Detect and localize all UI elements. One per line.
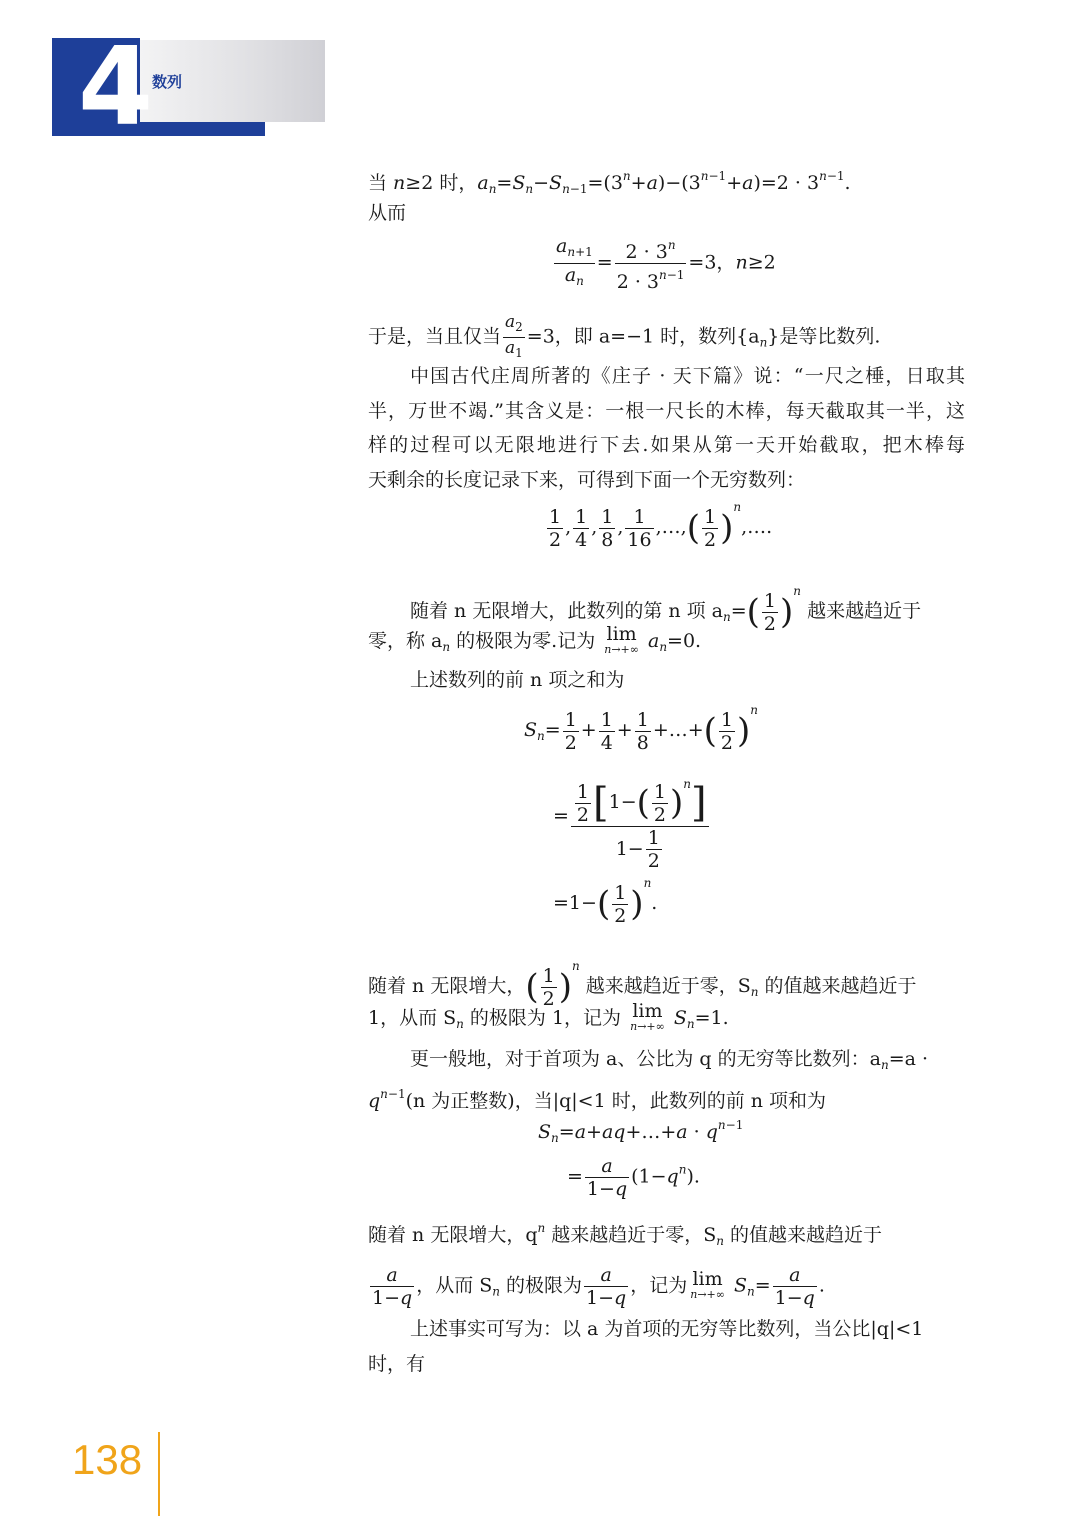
chapter-number: 4 — [78, 25, 154, 150]
sum-formula-line2: = $\frac{1}{2}$ [1−( $\frac{1}{2}$ )$^n$] 1− $\frac{1}{2}$ — [553, 762, 711, 872]
sum-formula-line1: $S_n=$ $\frac{1}{2}$ + $\frac{1}{4}$ + $\frac{1}{8}$ +…+( $\frac{1}{2}$ )$^n$ — [524, 703, 759, 754]
formula-an-line: 当 n≥2 时，$a_n=S_n-S_{n-1}=(3^n+a)-(3^{n-1}+a)=2 \cdot 3^{n-1}$. — [368, 169, 851, 196]
paragraph-text: 半，万世不竭.”其含义是：一根一尺长的木棒，每天截取其一半，这 — [368, 400, 965, 422]
text-when: 当 — [368, 172, 394, 194]
paragraph-text: 零，称 $a_n$ 的极限为零.记为 lim n→+∞ $a_n=0$. — [368, 623, 702, 656]
paragraph-text: 时，有 — [368, 1353, 426, 1375]
paragraph-text: 样的过程可以无限地进行下去.如果从第一天开始截取，把木棒每 — [368, 434, 965, 456]
chapter-title: 数列 — [152, 73, 183, 91]
chapter-header-bar — [140, 122, 265, 136]
page-number-divider — [158, 1432, 160, 1516]
paragraph-text: 上述事实可写为：以 a 为首项的无穷等比数列，当公比|q|<1 — [410, 1318, 924, 1340]
paragraph-text: $q^{n-1}(n$ 为正整数)，当|q|<1 时，此数列的前 n 项和为 — [368, 1087, 827, 1112]
paragraph-text: 中国古代庄周所著的《庄子 · 天下篇》说：“一尺之棰，日取其 — [410, 365, 965, 387]
paragraph-text: 上述数列的前 n 项之和为 — [410, 669, 625, 691]
paragraph-text: 从而 — [368, 202, 407, 224]
paragraph-text: 天剩余的长度记录下来，可得到下面一个无穷数列： — [368, 469, 806, 491]
paragraph-text: 随着 n 无限增大，此数列的第 n 项 $a_n=$( $\frac{1}{2}$ )$^n$ 越来越趋近于 — [410, 584, 922, 635]
ratio-formula: $\frac{a_{n+1}}{a_n}$ = $\frac{2 \cdot 3^n}{2 \cdot 3^{n-1}}$ =3，n≥2 — [556, 235, 776, 293]
paragraph-text: 随着 n 无限增大，( $\frac{1}{2}$ )$^n$ 越来越趋近于零，$S_n$ 的值越来越趋近于 — [368, 959, 917, 1010]
paragraph-text: $\frac{a}{1-q}$ ，从而 $S_n$ 的极限为 $\frac{a}{1-q}$ ，记为 lim n→+∞ $S_n=$ $\frac{a}{1-q}$ . — [372, 1264, 825, 1309]
sequence-formula: $\frac{1}{2}$ , $\frac{1}{4}$ , $\frac{1}{8}$ , $\frac{1}{16}$ ,…,( $\frac{1}{2}$ )$^n$,…. — [549, 500, 773, 551]
paragraph-text: 更一般地，对于首项为 a、公比为 q 的无穷等比数列：$a_n=a$ · — [410, 1048, 929, 1072]
general-sum-line2: = $\frac{a}{1-q}$ $(1-q^n)$. — [567, 1155, 700, 1200]
paragraph-text: 随着 n 无限增大，$q^n$ 越来越趋近于零，$S_n$ 的值越来越趋近于 — [368, 1221, 883, 1248]
sum-formula-line3: =1−( $\frac{1}{2}$ )$^n$. — [553, 876, 658, 927]
page-number: 138 — [72, 1436, 143, 1483]
paragraph-text: 于是，当且仅当 $\frac{a_2}{a_1}$ =3，即 a=−1 时，数列$\{a_n\}$是等比数列. — [368, 312, 881, 360]
general-sum-line1: $S_n=a+aq+\dots+a \cdot q^{n-1}$ — [538, 1118, 744, 1145]
paragraph-text: 1，从而 $S_n$ 的极限为 1，记为 lim n→+∞ $S_n=1$. — [368, 1000, 729, 1033]
